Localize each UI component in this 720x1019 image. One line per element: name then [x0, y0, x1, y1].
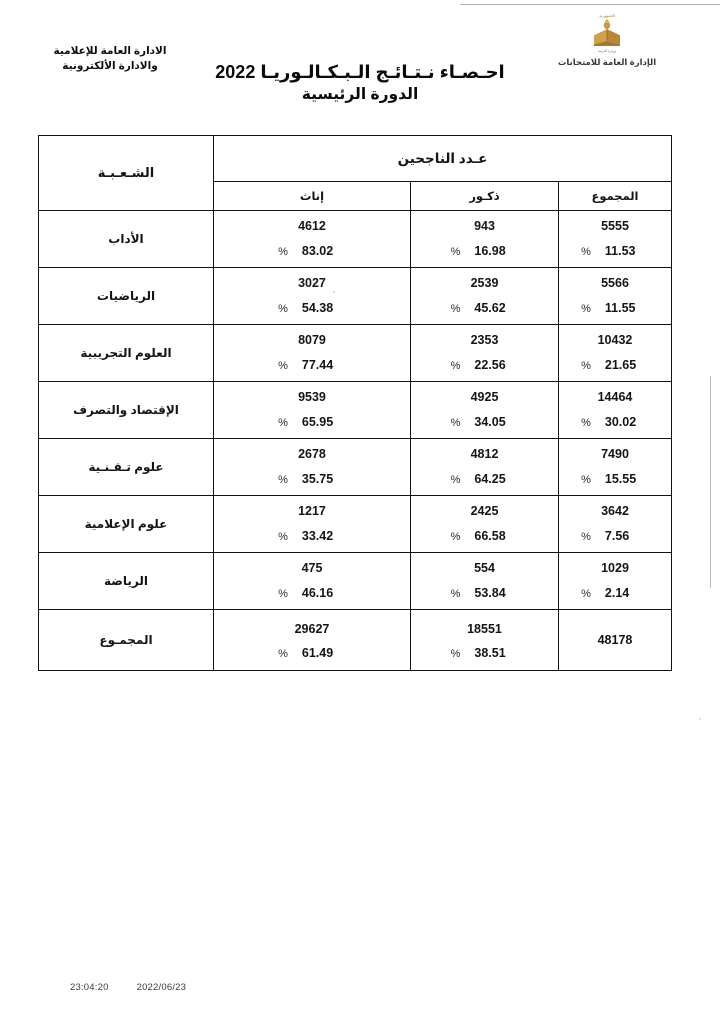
percent-sign: %	[581, 246, 591, 258]
branch-name: علوم تـقـنـية	[38, 439, 213, 496]
male-count: 4812	[470, 447, 499, 461]
male-count: 2353	[470, 333, 499, 347]
female-cell	[213, 268, 410, 325]
male-count: 943	[474, 219, 495, 233]
female-count: 9539	[298, 390, 326, 404]
total-male-count: 18551	[467, 622, 502, 636]
percent-sign: %	[450, 360, 461, 372]
male-cell	[411, 553, 559, 610]
table-row	[38, 325, 671, 382]
emblem-caption: الإدارة العامة للامتحانات	[557, 57, 657, 67]
total-percent-value: 11.53	[604, 244, 636, 258]
header-female: إناث	[213, 182, 410, 211]
percent-sign: %	[450, 417, 461, 429]
female-cell	[213, 439, 410, 496]
document-header	[0, 0, 720, 125]
percent-sign: %	[581, 531, 591, 543]
grand-total-count: 48178	[559, 610, 672, 671]
female-percent	[214, 415, 410, 429]
total-percent-value: 15.55	[604, 472, 637, 486]
female-cell	[213, 496, 410, 553]
branch-name: الرياضيات	[38, 268, 213, 325]
male-cell	[411, 382, 559, 439]
female-percent-value: 35.75	[301, 472, 334, 486]
header-successful-count: عـدد الناجحين	[213, 136, 671, 182]
percent-sign: %	[278, 474, 288, 486]
total-male-percent	[411, 646, 558, 660]
female-cell	[213, 211, 410, 268]
total-cell	[559, 439, 672, 496]
female-count: 8079	[298, 333, 326, 347]
page-title	[150, 62, 570, 104]
male-percent	[411, 415, 558, 429]
male-cell	[411, 268, 559, 325]
total-count: 10432	[597, 333, 633, 347]
table-row	[38, 382, 671, 439]
total-male-percent-value: 38.51	[474, 646, 506, 660]
percent-sign: %	[450, 531, 461, 543]
percent-sign: %	[581, 360, 591, 372]
male-percent-value: 66.58	[474, 529, 506, 543]
svg-text:الجمهورية: الجمهورية	[599, 13, 615, 18]
percent-sign: %	[278, 588, 288, 600]
table-body	[38, 211, 671, 671]
department-left-line-1: الادارة العامة للإعلامية	[53, 45, 167, 57]
male-count: 554	[474, 561, 495, 575]
percent-sign: %	[278, 246, 288, 258]
percent-sign: %	[450, 246, 461, 258]
male-cell	[411, 439, 559, 496]
male-cell	[411, 211, 559, 268]
total-count: 3642	[601, 504, 629, 518]
total-percent-value: 2.14	[604, 586, 630, 600]
male-percent-value: 45.62	[474, 301, 506, 315]
male-percent	[411, 358, 558, 372]
total-male-cell	[411, 610, 559, 671]
percent-sign: %	[278, 531, 288, 543]
total-count: 1029	[601, 561, 629, 575]
total-count: 5566	[601, 276, 629, 290]
total-count: 5555	[601, 219, 629, 233]
total-female-percent	[214, 646, 410, 660]
branch-name: العلوم التجريبية	[38, 325, 213, 382]
total-female-count: 29627	[294, 622, 330, 636]
page-title-line-1: احـصـاء نـتـائـج الـبـكـالـوريـا 2022	[215, 62, 505, 82]
total-percent	[559, 415, 671, 429]
percent-sign: %	[278, 417, 288, 429]
total-percent-value: 21.65	[604, 358, 637, 372]
total-cell	[559, 268, 672, 325]
header-row-group	[38, 136, 671, 182]
total-cell	[559, 325, 672, 382]
header-branch: الشـعـبـة	[38, 136, 213, 211]
female-percent	[214, 586, 410, 600]
percent-sign: %	[278, 360, 288, 372]
female-cell	[213, 382, 410, 439]
table-row	[38, 211, 671, 268]
total-cell	[559, 496, 672, 553]
female-percent	[214, 472, 410, 486]
total-percent-value: 11.55	[604, 301, 636, 315]
female-count: 475	[301, 561, 323, 575]
svg-text:وزارة التربية: وزارة التربية	[598, 49, 616, 54]
male-count: 4925	[470, 390, 499, 404]
female-cell	[213, 553, 410, 610]
total-percent	[559, 301, 671, 315]
total-count: 14464	[597, 390, 633, 404]
male-percent	[411, 529, 558, 543]
total-female-percent-value: 61.49	[301, 646, 334, 660]
female-percent-value: 77.44	[301, 358, 334, 372]
percent-sign: %	[450, 303, 461, 315]
table-head	[38, 136, 671, 211]
total-cell	[559, 553, 672, 610]
branch-name: الرياضة	[38, 553, 213, 610]
total-percent	[559, 244, 671, 258]
male-count: 2425	[470, 504, 499, 518]
emblem-block	[512, 10, 702, 68]
percent-sign: %	[450, 588, 461, 600]
male-count: 2539	[470, 276, 499, 290]
male-cell	[411, 496, 559, 553]
table-row	[38, 496, 671, 553]
female-percent	[214, 301, 410, 315]
total-count: 7490	[601, 447, 629, 461]
header-total: المجموع	[559, 182, 672, 211]
percent-sign: %	[278, 648, 288, 660]
female-percent-value: 54.38	[301, 301, 334, 315]
ministry-emblem-icon	[584, 10, 630, 56]
table-totals-row	[38, 610, 671, 671]
female-count: 2678	[298, 447, 326, 461]
percent-sign: %	[581, 474, 591, 486]
results-table-container	[39, 135, 672, 671]
totals-label: المجمـوع	[38, 610, 213, 671]
total-percent	[559, 529, 671, 543]
male-percent	[411, 472, 558, 486]
total-cell	[559, 211, 672, 268]
table-row	[38, 439, 671, 496]
female-percent	[214, 244, 410, 258]
percent-sign: %	[581, 303, 591, 315]
female-percent-value: 83.02	[301, 244, 334, 258]
female-percent	[214, 529, 410, 543]
percent-sign: %	[278, 303, 288, 315]
branch-name: الإقتصاد والتصرف	[38, 382, 213, 439]
department-left-line-2: والادارة الألكترونية	[62, 60, 158, 73]
total-percent	[559, 472, 671, 486]
footer-time: 23:04:20	[70, 982, 109, 993]
total-female-cell	[213, 610, 410, 671]
results-table	[38, 135, 672, 671]
percent-sign: %	[450, 648, 461, 660]
table-row	[38, 268, 671, 325]
branch-name: علوم الإعلامية	[38, 496, 213, 553]
female-count: 4612	[298, 219, 326, 233]
male-percent-value: 64.25	[474, 472, 506, 486]
percent-sign: %	[581, 417, 591, 429]
total-percent	[559, 586, 671, 600]
female-percent-value: 65.95	[301, 415, 334, 429]
footer-timestamp	[70, 982, 186, 993]
male-percent	[411, 586, 558, 600]
male-percent-value: 34.05	[474, 415, 506, 429]
percent-sign: %	[450, 474, 461, 486]
total-percent-value: 7.56	[604, 529, 630, 543]
female-percent-value: 46.16	[301, 586, 334, 600]
percent-sign: %	[581, 588, 591, 600]
female-count: 1217	[298, 504, 326, 518]
scan-speck	[699, 718, 701, 720]
total-percent	[559, 358, 671, 372]
page-title-line-2: الدورة الرئيسية	[301, 86, 419, 103]
female-cell	[213, 325, 410, 382]
male-percent	[411, 244, 558, 258]
female-count: 3027	[298, 276, 326, 290]
male-cell	[411, 325, 559, 382]
male-percent-value: 53.84	[474, 586, 506, 600]
male-percent-value: 22.56	[474, 358, 506, 372]
branch-name: الأداب	[38, 211, 213, 268]
header-male: ذكـور	[411, 182, 559, 211]
footer-date: 2022/06/23	[136, 982, 187, 993]
total-percent-value: 30.02	[604, 415, 637, 429]
female-percent-value: 33.42	[301, 529, 334, 543]
scan-artifact-right-line	[710, 376, 711, 588]
female-percent	[214, 358, 410, 372]
male-percent	[411, 301, 558, 315]
total-cell	[559, 382, 672, 439]
table-row	[38, 553, 671, 610]
male-percent-value: 16.98	[474, 244, 506, 258]
